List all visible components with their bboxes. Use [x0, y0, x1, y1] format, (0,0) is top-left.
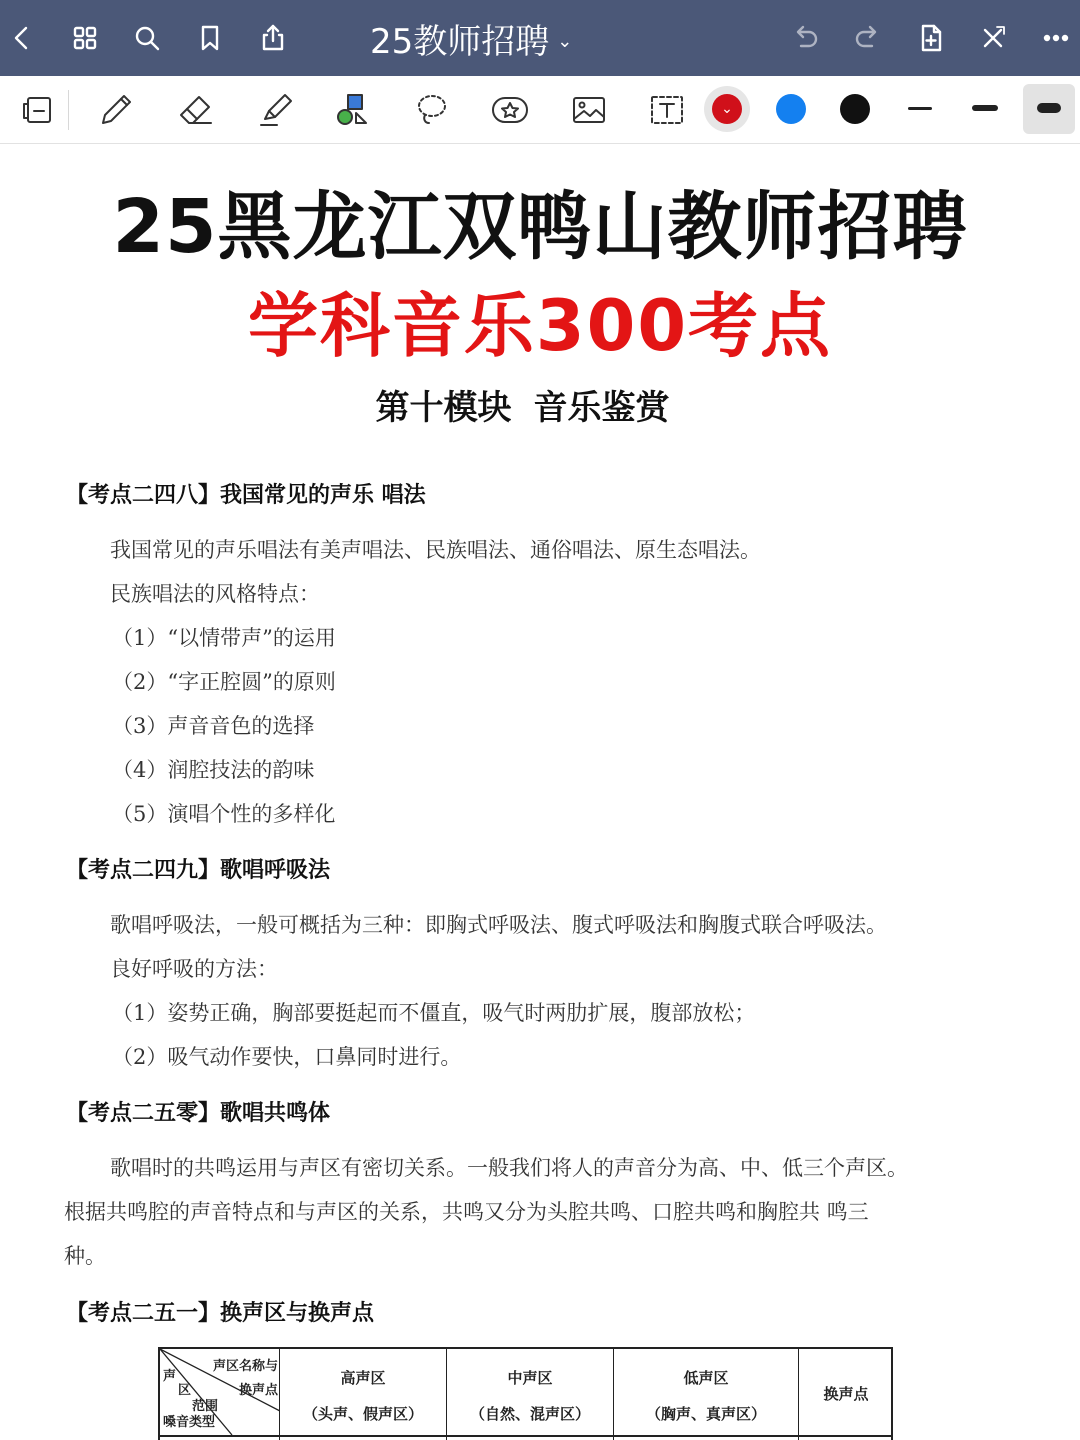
stroke-thick-option[interactable]	[1037, 103, 1061, 113]
header-sublabel: （头声、假声区）	[302, 1405, 423, 1423]
list-item: （5）演唱个性的多样化	[112, 802, 336, 826]
undo-icon[interactable]	[785, 18, 825, 58]
table-row-divider	[160, 1435, 891, 1437]
section-heading-249: 【考点二四九】歌唱呼吸法	[66, 858, 331, 883]
list-item: （1）“以情带声”的运用	[112, 626, 336, 650]
close-icon[interactable]	[973, 18, 1013, 58]
shapes-icon[interactable]	[327, 84, 379, 136]
corner-label: 声	[163, 1369, 177, 1384]
sticker-icon[interactable]	[484, 84, 536, 136]
grid-icon[interactable]	[65, 18, 105, 58]
read-mode-icon[interactable]	[12, 84, 64, 136]
list-item: （4）润腔技法的韵味	[112, 758, 315, 782]
list-item: （3）声音音色的选择	[112, 714, 315, 738]
chevron-down-icon: ⌄	[557, 30, 573, 52]
table-header-cell	[280, 1349, 447, 1440]
table-header-cell	[799, 1349, 893, 1440]
table-header-cell	[614, 1349, 799, 1440]
pen-icon[interactable]	[90, 84, 142, 136]
bookmark-icon[interactable]	[190, 18, 230, 58]
module-heading	[0, 380, 1045, 429]
add-page-icon[interactable]	[911, 18, 951, 58]
paragraph: 良好呼吸的方法：	[110, 957, 278, 981]
voice-register-table	[158, 1347, 893, 1440]
section-heading-251: 【考点二五一】换声区与换声点	[66, 1301, 375, 1326]
header-label: 换声点	[823, 1385, 869, 1403]
redo-icon[interactable]	[848, 18, 888, 58]
paragraph-line: 种。	[64, 1244, 106, 1268]
table-corner-cell	[160, 1349, 280, 1440]
module-name: 音乐鉴赏	[533, 388, 670, 428]
module-number: 第十模块	[375, 388, 512, 428]
paragraph-line: 歌唱时的共鸣运用与声区有密切关系。一般我们将人的声音分为高、中、低三个声区。	[110, 1156, 908, 1180]
color-black-swatch[interactable]	[840, 94, 870, 124]
list-item: （1）姿势正确，胸部要挺起而不僵直，吸气时两肋扩展，腹部放松；	[112, 1001, 756, 1025]
paragraph: 歌唱呼吸法，一般可概括为三种：即胸式呼吸法、腹式呼吸法和胸腹式联合呼吸法。	[110, 913, 887, 937]
document-main-title: 25黑龙江双鸭山教师招聘	[112, 184, 968, 270]
corner-label: 嗓音类型	[163, 1415, 216, 1430]
annotation-toolbar	[0, 76, 1080, 144]
paragraph-line: 根据共鸣腔的声音特点和与声区的关系，共鸣又分为头腔共鸣、口腔共鸣和胸腔共 鸣三	[64, 1200, 869, 1224]
toolbar-divider	[68, 90, 69, 130]
table-header-cell	[447, 1349, 614, 1440]
image-icon[interactable]	[563, 84, 615, 136]
header-label: 中声区	[507, 1369, 553, 1387]
header-label: 高声区	[340, 1369, 386, 1387]
highlighter-icon[interactable]	[250, 84, 302, 136]
stroke-thin-option[interactable]	[908, 107, 932, 110]
list-item: （2）“字正腔圆”的原则	[112, 670, 336, 694]
stroke-medium-option[interactable]	[972, 105, 998, 111]
header-sublabel: （胸声、真声区）	[645, 1405, 766, 1423]
chevron-down-icon: ⌄	[721, 101, 733, 117]
lasso-icon[interactable]	[406, 84, 458, 136]
corner-label: 区	[178, 1383, 192, 1398]
share-icon[interactable]	[253, 18, 293, 58]
top-app-bar	[0, 0, 1080, 76]
more-icon[interactable]	[1036, 18, 1076, 58]
header-label: 低声区	[683, 1369, 729, 1387]
corner-label: 范围	[192, 1399, 219, 1414]
search-icon[interactable]	[127, 18, 167, 58]
color-blue-swatch[interactable]	[776, 94, 806, 124]
list-item: （2）吸气动作要快，口鼻同时进行。	[112, 1045, 462, 1069]
corner-label: 声区名称与	[212, 1359, 278, 1374]
document-title: 25教师招聘	[370, 21, 550, 62]
document-title-dropdown[interactable]	[370, 16, 572, 60]
back-icon[interactable]	[2, 18, 42, 58]
corner-label: 换声点	[238, 1383, 278, 1398]
document-subtitle: 学科音乐300考点	[247, 285, 833, 367]
header-sublabel: （自然、混声区）	[469, 1405, 590, 1423]
section-heading-250: 【考点二五零】歌唱共鸣体	[66, 1101, 331, 1126]
eraser-icon[interactable]	[170, 84, 222, 136]
text-icon[interactable]	[641, 84, 693, 136]
paragraph: 我国常见的声乐唱法有美声唱法、民族唱法、通俗唱法、原生态唱法。	[110, 538, 761, 562]
section-heading-248: 【考点二四八】我国常见的声乐 唱法	[66, 483, 426, 508]
paragraph: 民族唱法的风格特点：	[110, 582, 320, 606]
